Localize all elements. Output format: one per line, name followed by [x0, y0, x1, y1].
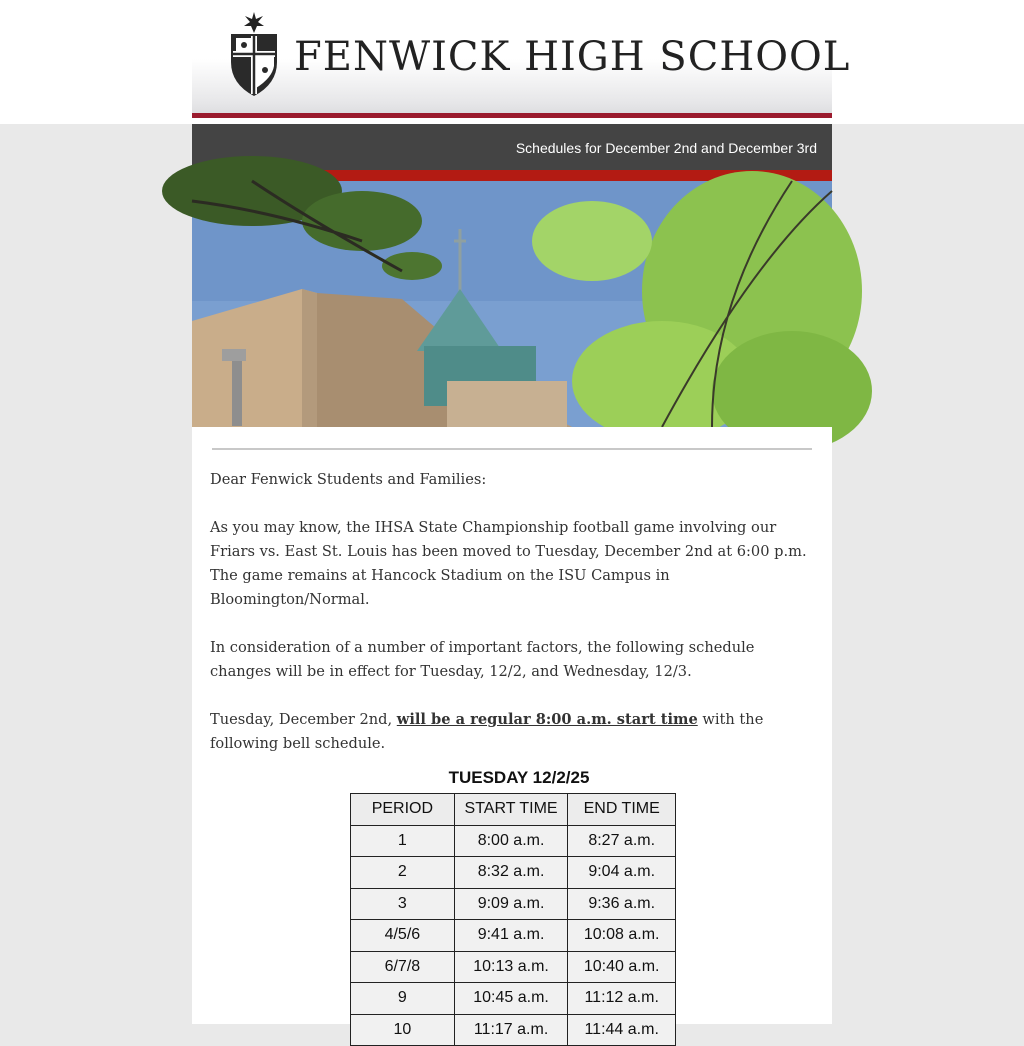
end-time-cell: 11:12 a.m. [568, 983, 676, 1015]
column-header-start-time: START TIME [454, 794, 568, 826]
table-row [351, 857, 676, 889]
end-time-cell: 11:44 a.m. [568, 1014, 676, 1046]
period-cell: 4/5/6 [351, 920, 455, 952]
section-divider [212, 448, 812, 450]
end-time-cell: 9:04 a.m. [568, 857, 676, 889]
start-time-cell: 11:17 a.m. [454, 1014, 568, 1046]
schedule-title: TUESDAY 12/2/25 [448, 768, 590, 787]
school-name: FENWICK HIGH SCHOOL [294, 34, 851, 80]
start-time-cell: 9:41 a.m. [454, 920, 568, 952]
start-time-cell: 9:09 a.m. [454, 888, 568, 920]
paragraph-schedule-changes: In consideration of a number of important factors, the following schedule changes will be in effect for Tuesday, 12/2, and Wednesday, 12/3. [210, 639, 755, 680]
greeting: Dear Fenwick Students and Families: [210, 471, 487, 488]
end-time-cell: 10:40 a.m. [568, 951, 676, 983]
campus-photo [192, 181, 832, 427]
start-time-cell: 10:45 a.m. [454, 983, 568, 1015]
bell-schedule-table [350, 793, 676, 1046]
table-row [351, 983, 676, 1015]
bell-schedule [350, 765, 676, 1046]
start-time-cell: 8:00 a.m. [454, 825, 568, 857]
start-time-cell: 8:32 a.m. [454, 857, 568, 889]
letter-text [210, 468, 814, 780]
subject-bar: Schedules for December 2nd and December 3rd [192, 124, 832, 170]
table-row [351, 888, 676, 920]
table-row [351, 825, 676, 857]
period-cell: 1 [351, 825, 455, 857]
start-time-emphasis: will be a regular 8:00 a.m. start time [396, 711, 698, 728]
email-header [192, 0, 851, 118]
table-header-row [351, 794, 676, 826]
column-header-period: PERIOD [351, 794, 455, 826]
table-row [351, 1014, 676, 1046]
school-crest-icon [228, 12, 280, 96]
period-cell: 9 [351, 983, 455, 1015]
tuesday-intro: Tuesday, December 2nd, [210, 711, 397, 728]
end-time-cell: 8:27 a.m. [568, 825, 676, 857]
paragraph-game-moved: As you may know, the IHSA State Championship football game involving our Friars vs. East St. Louis has been moved to Tuesday, December 2nd at 6:00 p.m. The game remains at Hancock Stadium on the ISU Campus in Bloomington/Normal. [210, 519, 807, 608]
table-row [351, 920, 676, 952]
column-header-end-time: END TIME [568, 794, 676, 826]
start-time-cell: 10:13 a.m. [454, 951, 568, 983]
period-cell: 2 [351, 857, 455, 889]
period-cell: 6/7/8 [351, 951, 455, 983]
period-cell: 10 [351, 1014, 455, 1046]
tuesday-outro: with the following bell schedule. [210, 711, 764, 752]
paragraph-tuesday [210, 708, 814, 756]
end-time-cell: 9:36 a.m. [568, 888, 676, 920]
table-row [351, 951, 676, 983]
hero-image [192, 181, 832, 427]
header-rule [192, 113, 832, 118]
end-time-cell: 10:08 a.m. [568, 920, 676, 952]
email-body [192, 427, 832, 1038]
period-cell: 3 [351, 888, 455, 920]
